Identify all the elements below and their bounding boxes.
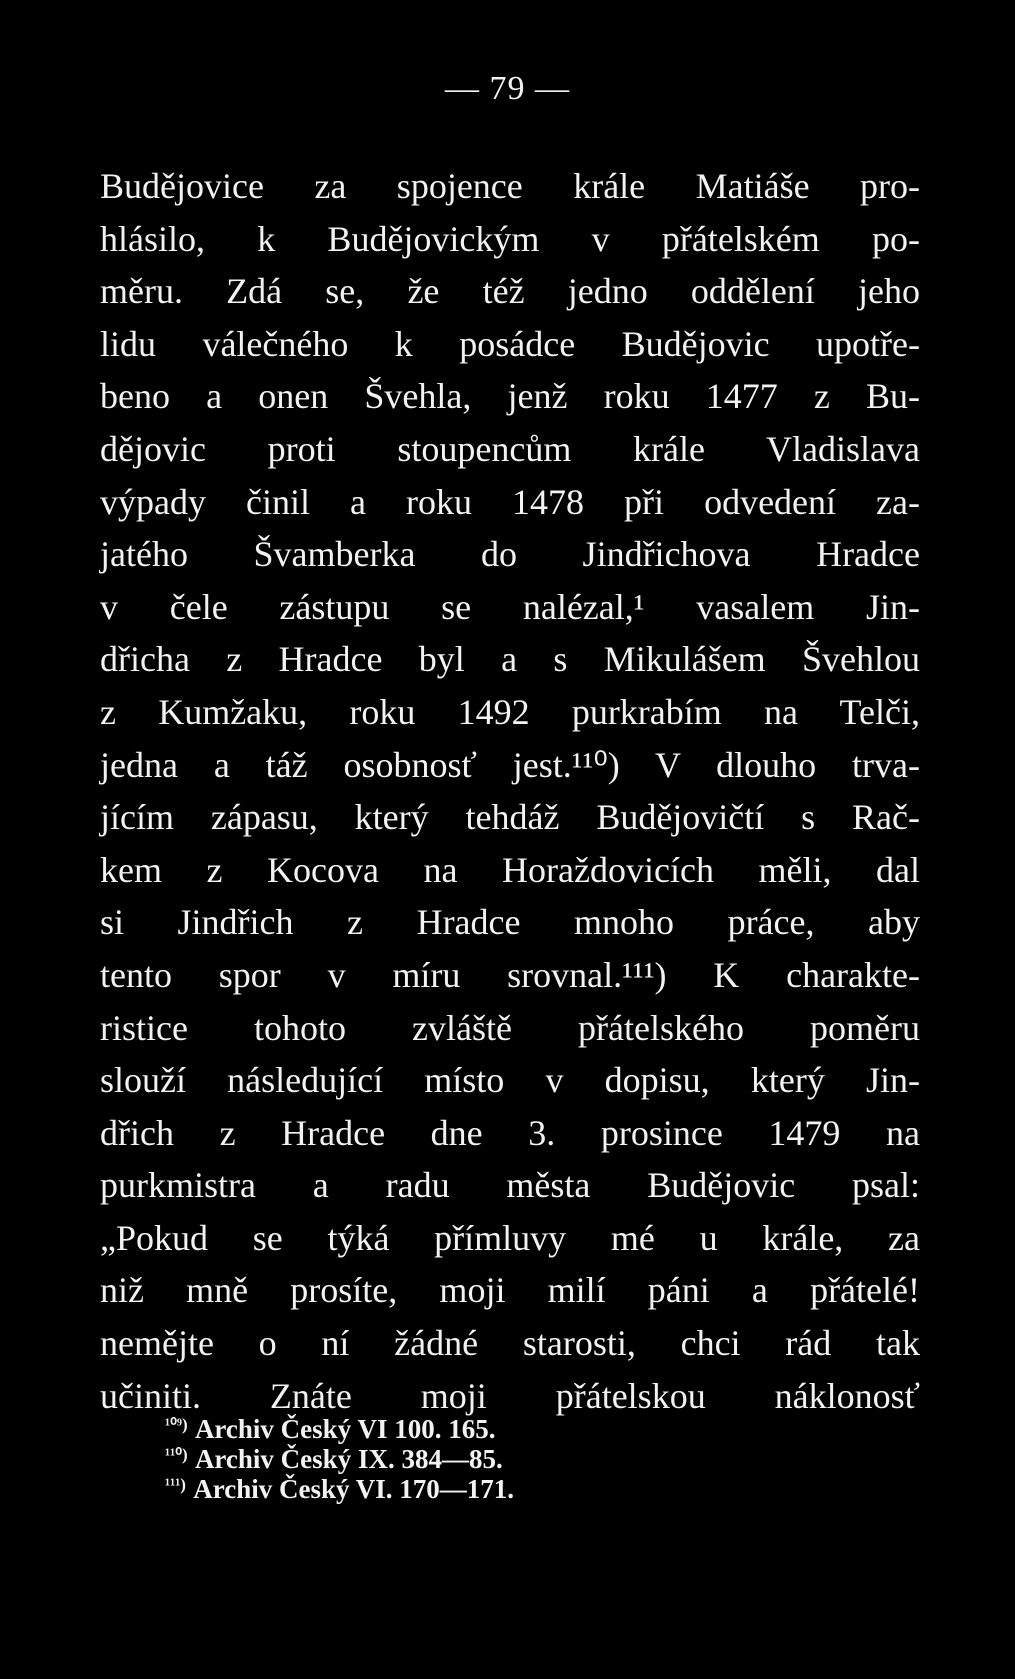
body-text: [100, 160, 920, 1422]
text-line: „Pokud se týká přímluvy mé u krále, za: [100, 1217, 920, 1258]
page-number: — 79 —: [445, 70, 570, 107]
text-line: ristice tohoto zvláště přátelského poměru: [100, 1007, 920, 1048]
footnotes: [165, 1410, 725, 1504]
text-line: měru. Zdá se, že též jedno oddělení jeho: [100, 271, 920, 312]
text-line: kem z Kocova na Horaždovicích měli, dal: [100, 849, 920, 890]
text-line: dějovic proti stoupencům krále Vladislava: [100, 428, 920, 469]
footnote-text: Archiv Český VI. 170—171.: [193, 1474, 514, 1504]
text-line: dřich z Hradce dne 3. prosince 1479 na: [100, 1112, 920, 1153]
text-line: výpady činil a roku 1478 při odvedení za-: [100, 481, 920, 522]
footnote-text: Archiv Český VI 100. 165.: [194, 1414, 496, 1444]
text-line: jatého Švamberka do Jindřichova Hradce: [100, 534, 920, 575]
text-line: slouží následující místo v dopisu, který Jin-: [100, 1060, 920, 1101]
footnote-text: Archiv Český IX. 384—85.: [194, 1444, 503, 1474]
text-line: jedna a táž osobnosť jest.¹¹⁰) V dlouho trva-: [100, 744, 920, 785]
text-line: nemějte o ní žádné starosti, chci rád tak: [100, 1323, 920, 1364]
text-line: v čele zástupu se nalézal,¹ vasalem Jin-: [100, 586, 920, 627]
text-line: učiniti. Znáte moji přátelskou náklonosť: [100, 1375, 920, 1416]
text-line: dřicha z Hradce byl a s Mikulášem Švehlou: [100, 639, 920, 680]
text-line: tento spor v míru srovnal.¹¹¹) K charakte-: [100, 954, 920, 995]
footnote: [165, 1440, 725, 1474]
text-line: Budějovice za spojence krále Matiáše pro-: [100, 166, 920, 206]
text-line: z Kumžaku, roku 1492 purkrabím na Telči,: [100, 691, 920, 732]
footnote-mark: ¹¹⁰): [165, 1445, 188, 1464]
footnote-mark: ¹¹¹): [165, 1475, 186, 1494]
footnote: [165, 1410, 725, 1444]
footnote-mark: ¹⁰⁹): [165, 1415, 188, 1434]
text-line: si Jindřich z Hradce mnoho práce, aby: [100, 902, 920, 943]
text-line: lidu válečného k posádce Budějovic upotře-: [100, 323, 920, 364]
text-line: niž mně prosíte, moji milí páni a přátelé!: [100, 1270, 920, 1311]
footnote: [165, 1470, 725, 1504]
text-line: jícím zápasu, který tehdáž Budějovičtí s Rač-: [100, 797, 920, 838]
text-line: hlásilo, k Budějovickým v přátelském po-: [100, 218, 920, 259]
text-line: beno a onen Švehla, jenž roku 1477 z Bu-: [100, 376, 920, 417]
text-line: purkmistra a radu města Budějovic psal:: [100, 1165, 920, 1206]
